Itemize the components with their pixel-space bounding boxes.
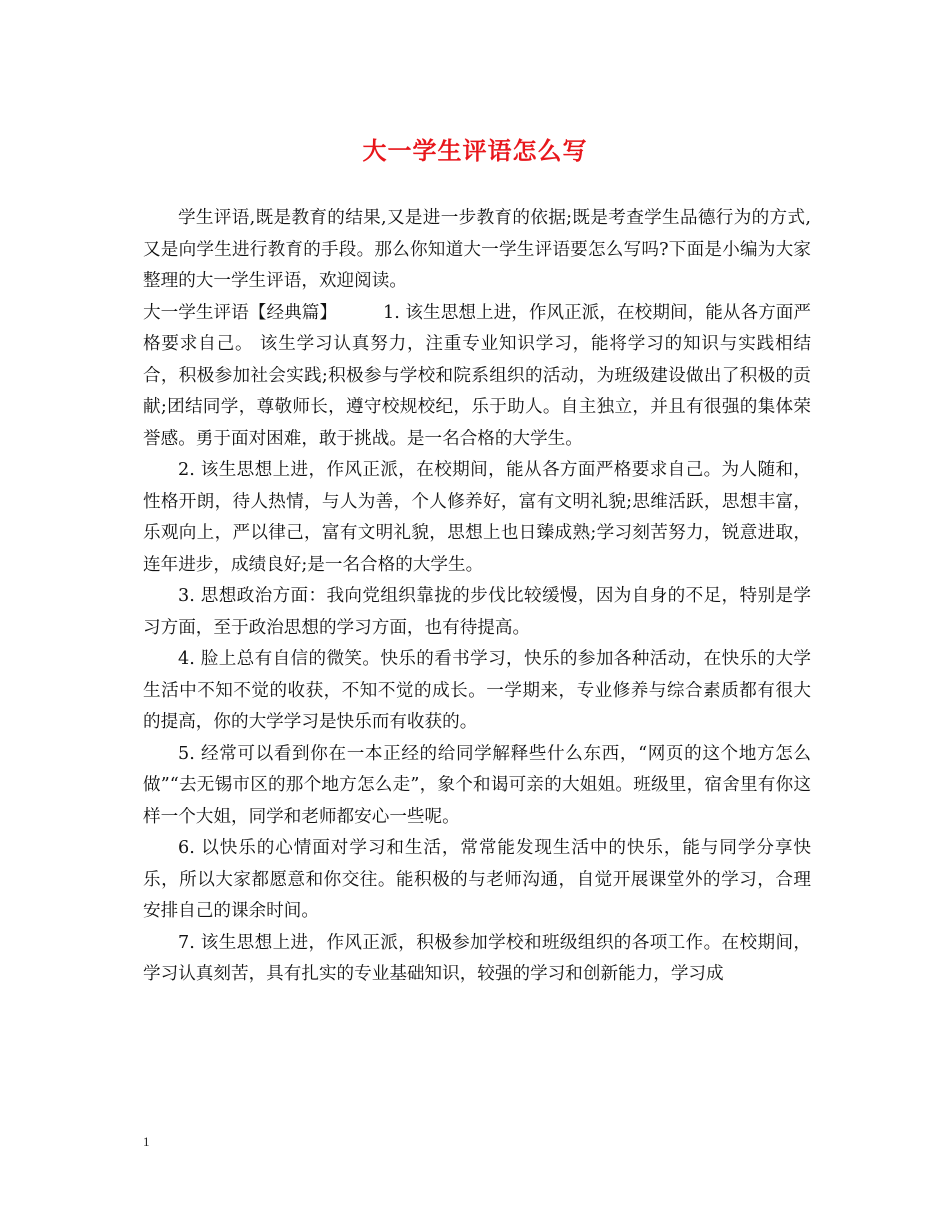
section-paragraph-1 <box>143 298 811 456</box>
document-title: 大一学生评语怎么写 <box>362 136 588 165</box>
intro-paragraph: 学生评语,既是教育的结果,又是进一步教育的依据;既是考查学生品德行为的方式,又是向学生进行教育的手段。那么你知道大一学生评语要怎么写吗?下面是小编为大家整理的大一学生评语，欢迎阅读。 <box>143 208 811 291</box>
page-number: 1 <box>143 1134 150 1149</box>
section-heading: 大一学生评语【经典篇】 <box>143 302 337 323</box>
document-body <box>143 203 811 991</box>
list-item: 6. 以快乐的心情面对学习和生活，常常能发现生活中的快乐，能与同学分享快乐，所以大家都愿意和你交往。能积极的与老师沟通，自觉开展课堂外的学习，合理安排自己的课余时间。 <box>143 838 811 921</box>
list-item: 2. 该生思想上进，作风正派，在校期间，能从各方面严格要求自己。为人随和，性格开朗，待人热情，与人为善，个人修养好，富有文明礼貌;思维活跃，思想丰富，乐观向上，严以律己，富有文明礼貌，思想上也日臻成熟;学习刻苦努力，锐意进取，连年进步，成绩良好;是一名合格的大学生。 <box>143 460 811 575</box>
list-item: 5. 经常可以看到你在一本正经的给同学解释些什么东西，“网页的这个地方怎么做”“去无锡市区的那个地方怎么走”，象个和谒可亲的大姐姐。班级里，宿舍里有你这样一个大姐，同学和老师都安心一些呢。 <box>143 743 811 827</box>
list-item: 1. 该生思想上进，作风正派，在校期间，能从各方面严格要求自己。 该生学习认真努力，注重专业知识学习，能将学习的知识与实践相结合，积极参加社会实践;积极参与学校和院系组织的活动，为班级建设做出了积极的贡献;团结同学，尊敬师长，遵守校规校纪，乐于助人。自主独立，并且有很强的集体荣誉感。勇于面对困难，敢于挑战。是一名合格的大学生。 <box>143 302 811 449</box>
list-item: 7. 该生思想上进，作风正派，积极参加学校和班级组织的各项工作。在校期间，学习认真刻苦，具有扎实的专业基础知识，较强的学习和创新能力，学习成 <box>143 932 811 984</box>
list-item: 4. 脸上总有自信的微笑。快乐的看书学习，快乐的参加各种活动，在快乐的大学生活中不知不觉的收获，不知不觉的成长。一学期来，专业修养与综合素质都有很大的提高，你的大学学习是快乐而有收获的。 <box>143 649 811 732</box>
list-item: 3. 思想政治方面：我向党组织靠拢的步伐比较缓慢，因为自身的不足，特别是学习方面，至于政治思想的学习方面，也有待提高。 <box>143 586 811 638</box>
